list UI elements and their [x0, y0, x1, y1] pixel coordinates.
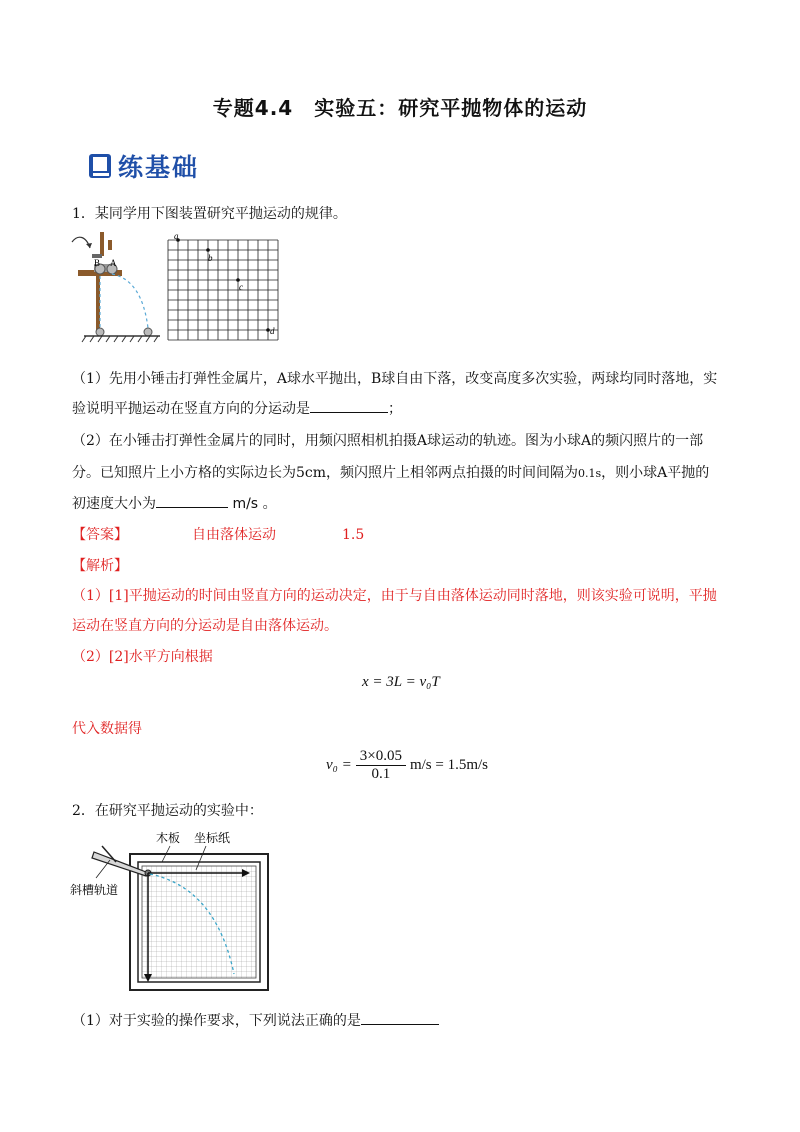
q1-analysis-tag: 【解析】 [72, 558, 128, 574]
book-icon [88, 153, 112, 179]
q1-apparatus-figure [64, 228, 160, 346]
q2-stem: 2．在研究平抛运动的实验中： [72, 803, 263, 819]
eq2-lhs: v₀ = [326, 757, 352, 773]
paper-label: 坐标纸 [194, 831, 231, 845]
q2-blank-1 [361, 1010, 439, 1025]
ball-a-label: A [110, 258, 117, 268]
q1-p2-line2-b: ，频闪照片上相邻两点拍摄的时间间隔为 [326, 465, 579, 481]
q1-analysis-line1: （1）[1]平抛运动的时间由竖直方向的运动决定，由于与自由落体运动同时落地，则该实验可说明，平抛 [72, 588, 717, 604]
eq2-denominator: 0.1 [371, 766, 391, 782]
q1-p1-line2-end: ； [388, 401, 402, 417]
eq2-rhs: m/s = 1.5m/s [409, 757, 489, 773]
q1-p1-line1: （1）先用小锤击打弹性金属片，A球水平抛出，B球自由下落，改变高度多次实验，两球均同时落地，实 [72, 371, 718, 387]
equation-1: x = 3L = v₀T [362, 674, 440, 690]
ball-b-label: B [94, 258, 101, 268]
q1-p1-line2-text: 验说明平抛运动在竖直方向的分运动是 [72, 401, 310, 417]
q2-apparatus-figure [66, 826, 276, 994]
q1-blank-1 [310, 398, 388, 413]
q1-p2-line2 [72, 462, 709, 485]
point-d-label: d [270, 326, 275, 336]
q1-p2-line3-end: 。 [262, 496, 277, 512]
q1-p2-line3-text: 初速度大小为 [72, 496, 156, 512]
q1-p2-line3 [72, 493, 277, 515]
eq2-numerator: 3×0.05 [356, 748, 406, 766]
q1-side-length: 5cm [296, 465, 327, 481]
q1-analysis-line2: 运动在竖直方向的分运动是自由落体运动。 [72, 618, 338, 634]
board-label: 木板 [156, 831, 181, 845]
equation-2 [326, 748, 488, 783]
q1-stem: 1．某同学用下图装置研究平抛运动的规律。 [72, 206, 347, 222]
q1-answer-1: 自由落体运动 [192, 527, 276, 543]
page-title: 专题4.4 实验五：研究平抛物体的运动 [212, 96, 588, 120]
section-header [88, 148, 199, 184]
q1-analysis-line3: （2）[2]水平方向根据 [72, 649, 213, 665]
point-c-label: c [239, 282, 243, 292]
q2-p1-text: （1）对于实验的操作要求，下列说法正确的是 [72, 1013, 361, 1029]
q1-p2-line2-c: ，则小球A平抛的 [601, 465, 710, 481]
q1-interval: 0.1s [578, 467, 602, 480]
q1-answer-tag: 【答案】 [72, 527, 128, 543]
q1-answer-2: 1.5 [342, 527, 365, 543]
section-label: 练基础 [118, 153, 200, 182]
point-b-label: b [208, 253, 213, 263]
q1-p1-line2 [72, 398, 402, 420]
q1-p2-line2-a: 分。已知照片上小方格的实际边长为 [72, 465, 296, 481]
q1-grid-figure [160, 232, 280, 344]
track-label: 斜槽轨道 [70, 883, 119, 897]
q1-substitute-text: 代入数据得 [72, 721, 142, 737]
q1-unit: m/s [232, 496, 259, 512]
point-a-label: a [174, 232, 179, 241]
q1-p2-line1: （2）在小锤击打弹性金属片的同时，用频闪照相机拍摄A球运动的轨迹。图为小球A的频闪照片的一部 [72, 433, 704, 449]
eq2-fraction [356, 748, 406, 783]
q2-p1 [72, 1010, 439, 1032]
q1-blank-2 [156, 493, 228, 508]
